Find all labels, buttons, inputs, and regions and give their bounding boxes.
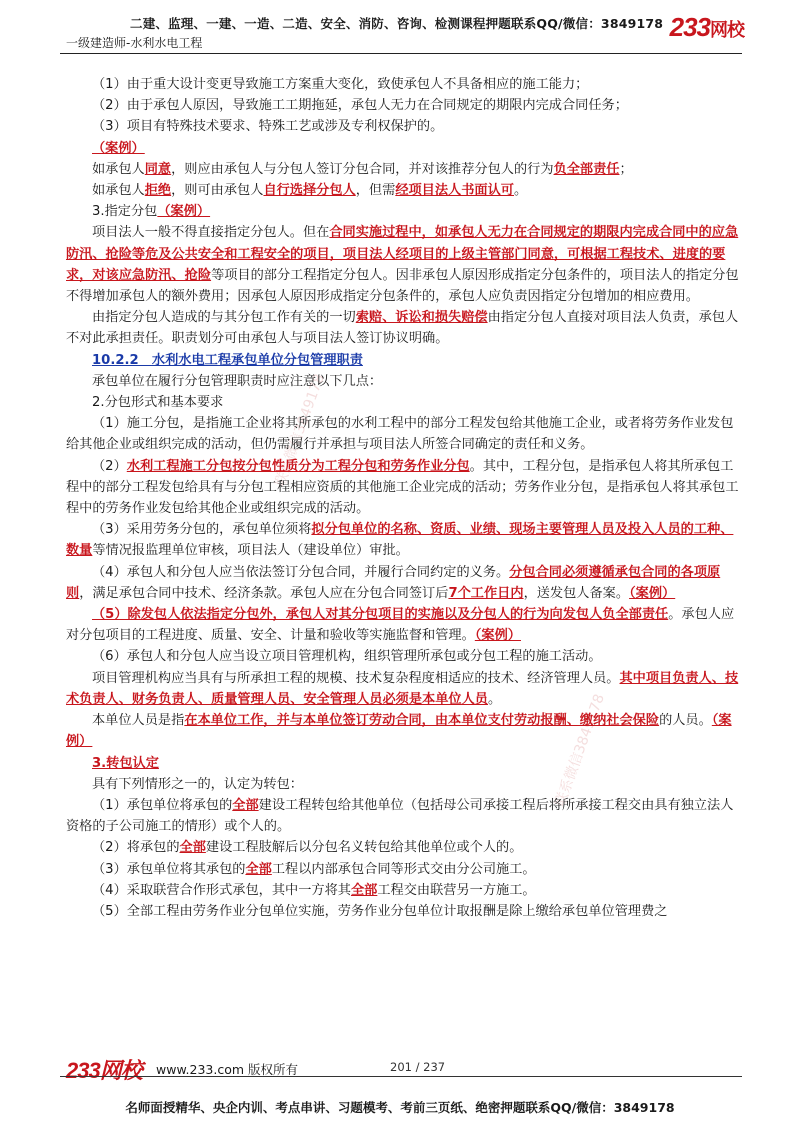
text: 项目管理机构应当具有与所承担工程的规模、技术复杂程度相适应的技术、经济管理人员。	[92, 670, 620, 686]
highlight: 索赔、诉讼和损失赔偿	[355, 310, 488, 326]
paragraph	[66, 604, 742, 646]
text: 项目法人一般不得直接指定分包人。但在	[92, 225, 330, 241]
highlight: 负全部责任	[553, 161, 620, 177]
highlight: 7个工作日内	[448, 585, 524, 601]
text: 3.指定分包	[92, 204, 158, 220]
text: 等情况报监理单位审核，项目法人（建设单位）审批。	[92, 543, 409, 559]
subsection-title: 10.2.2 水利水电工程承包单位分包管理职责	[92, 352, 363, 368]
text: ，但需	[355, 183, 396, 199]
paragraph	[66, 180, 742, 201]
paragraph: （2）由于承包人原因，导致施工工期拖延，承包人无力在合同规定的期限内完成合同任务；	[92, 98, 628, 114]
paragraph	[66, 795, 742, 837]
highlight: 全部	[350, 882, 378, 898]
text: ，则应由承包人与分包人签订分包合同，并对该推荐分包人的行为	[171, 161, 554, 177]
highlight: 全部	[232, 797, 259, 813]
section-heading	[66, 350, 742, 371]
section-heading	[66, 201, 742, 222]
highlight: 拒绝	[144, 183, 172, 199]
paragraph	[66, 710, 742, 752]
highlight: 分包合同必须遵循承包合同的各项原则	[66, 564, 721, 601]
case-tag	[66, 138, 742, 159]
text: （1）承包单位将承包的	[92, 797, 233, 813]
text: （3）承包单位将其承包的	[92, 861, 246, 877]
paragraph	[66, 859, 742, 880]
paragraph: （1）施工分包，是指施工企业将其所承包的水利工程中的部分工程发包给其他施工企业，或者将劳务作业发包给其他企业或组织完成的活动，但仍需履行并承担与项目法人所签合同确定的责任和义务。	[66, 416, 734, 453]
paragraph: （6）承包人和分包人应当设立项目管理机构，组织管理所承包或分包工程的施工活动。	[92, 649, 602, 665]
paragraph	[66, 159, 742, 180]
text: 建设工程转包给其他单位（包括母公司承接工程后将所承接工程交由具有独立法人资格的子公司施工的情形）或个人的。	[66, 797, 734, 835]
paragraph: 承包单位在履行分包管理职责时应注意以下几点：	[92, 373, 383, 389]
document-body	[66, 74, 742, 922]
text: 本单位人员是指	[92, 713, 185, 729]
paragraph: 2.分包形式和基本要求	[92, 395, 224, 411]
text: 。承包人应对分包项目的工程进度、质量、安全、计量和验收等实施监督和管理。	[66, 607, 735, 644]
highlight: 全部	[245, 861, 272, 877]
highlight: 3.转包认定	[92, 755, 159, 771]
logo-number: 233	[66, 1058, 100, 1083]
case-label: （案例）	[629, 585, 676, 601]
text: （3）采用劳务分包的，承包单位须将	[92, 522, 312, 538]
text: 如承包人	[92, 161, 145, 177]
text: 。	[514, 183, 528, 199]
text: 等项目的部分工程指定分包人。因非承包人原因形成指定分包条件的，项目法人的指定分包不得增加承包人的额外费用；因承包人原因形成指定分包条件的，承包人应负责因指定分包增加的相应费用。	[66, 267, 739, 305]
highlight: 其中项目负责人、技术负责人、财务负责人、质量管理人员、安全管理人员必须是本单位人员	[66, 670, 739, 707]
paragraph	[66, 562, 742, 604]
text: ，则可由承包人	[171, 183, 264, 199]
case-label: （案例）	[92, 140, 145, 156]
text: 如承包人	[92, 183, 145, 199]
case-label: （案例）	[474, 628, 521, 644]
page-number: 201 / 237	[390, 1060, 446, 1074]
header-contact-line: 二建、监理、一建、一造、二造、安全、消防、咨询、检测课程押题联系QQ/微信：3849178	[130, 16, 664, 31]
highlight: 经项目法人书面认可	[395, 183, 514, 199]
highlight: 同意	[144, 161, 172, 177]
highlight: 在本单位工作，并与本单位签订劳动合同，由本单位支付劳动报酬、缴纳社会保险	[184, 713, 660, 729]
paragraph	[66, 880, 742, 901]
footer-divider	[60, 1076, 742, 1077]
brand-logo[interactable]	[670, 12, 744, 43]
header-divider	[60, 53, 742, 54]
paragraph	[66, 519, 742, 561]
watermark: 联系微信3849178	[272, 371, 328, 489]
paragraph: 具有下列情形之一的，认定为转包：	[92, 776, 303, 792]
watermark: 联系微信3849178	[552, 691, 608, 809]
highlight: （5）除发包人依法指定分包外，承包人对其分包项目的实施以及分包人的行为向发包人负全部责任	[92, 607, 669, 623]
footer-logo[interactable]	[66, 1054, 142, 1085]
logo-number: 233	[669, 12, 710, 42]
text: （2）将承包的	[92, 840, 180, 856]
highlight: 自行选择分包人	[263, 183, 356, 199]
highlight: 全部	[179, 840, 206, 856]
logo-text: 网校	[710, 20, 744, 40]
case-label: （案例）	[157, 204, 211, 220]
text: 建设工程肢解后以分包名义转包给其他单位或个人的。	[205, 840, 523, 856]
text: 。其中，工程分包，是指承包人将其所承包工程中的部分工程发包给具有与分包工程相应资质的其他施工企业完成的活动；劳务作业分包，是指承包人将其承包工程中的劳务作业发包给其他企业或组织完成的活动。	[66, 458, 739, 517]
text: （2）	[92, 458, 127, 474]
paragraph: （3）项目有特殊技术要求、特殊工艺或涉及专利权保护的。	[92, 119, 444, 135]
text: ；	[619, 161, 633, 177]
text: （4）承包人和分包人应当依法签订分包合同，并履行合同约定的义务。	[92, 564, 510, 580]
paragraph: （1）由于重大设计变更导致施工方案重大变化，致使承包人不具备相应的施工能力；	[92, 77, 589, 92]
highlight: 水利工程施工分包按分包性质分为工程分包和劳务作业分包	[126, 458, 470, 474]
footer-contact-line: 名师面授精华、央企内训、考点串讲、习题模考、考前三页纸、绝密押题联系QQ/微信：3849178	[125, 1100, 675, 1115]
paragraph: （5）全部工程由劳务作业分包单位实施，劳务作业分包单位计取报酬是除上缴给承包单位管理费之	[92, 903, 668, 919]
text: ，满足承包合同中技术、经济条款。承包人应在分包合同签订后	[79, 585, 449, 601]
logo-text: 网校	[99, 1058, 142, 1083]
paragraph	[66, 456, 742, 520]
text: 。	[488, 691, 502, 707]
paragraph	[66, 222, 742, 307]
paragraph	[66, 837, 742, 858]
highlight: 合同实施过程中，如承包人无力在合同规定的期限内完成合同中的应急防汛、抢险等危及公共安全和工程安全的项目，项目法人经项目的上级主管部门同意，可根据工程技术、进度的要求，对该应急防汛、抢险	[66, 225, 739, 283]
text: 的人员。	[659, 713, 712, 729]
section-heading	[66, 753, 742, 774]
footer-site[interactable]: www.233.com 版权所有	[156, 1062, 298, 1077]
text: 工程以内部承包合同等形式交由分公司施工。	[271, 861, 536, 877]
text: 工程交由联营另一方施工。	[377, 882, 536, 898]
paragraph	[66, 668, 742, 710]
header-course-title: 一级建造师-水利水电工程	[66, 36, 203, 50]
text: 由指定分包人直接对项目法人负责，承包人不对此承担责任。职责划分可由承包人与项目法人签订协议明确。	[66, 310, 739, 347]
text: （4）采取联营合作形式承包，其中一方将其	[92, 882, 351, 898]
paragraph	[66, 307, 742, 349]
text: 由指定分包人造成的与其分包工作有关的一切	[92, 310, 356, 326]
highlight: 拟分包单位的名称、资质、业绩、现场主要管理人员及投入人员的工种、数量	[66, 522, 734, 559]
case-label: （案例）	[66, 713, 732, 750]
text: ，送发包人备案。	[523, 585, 630, 601]
